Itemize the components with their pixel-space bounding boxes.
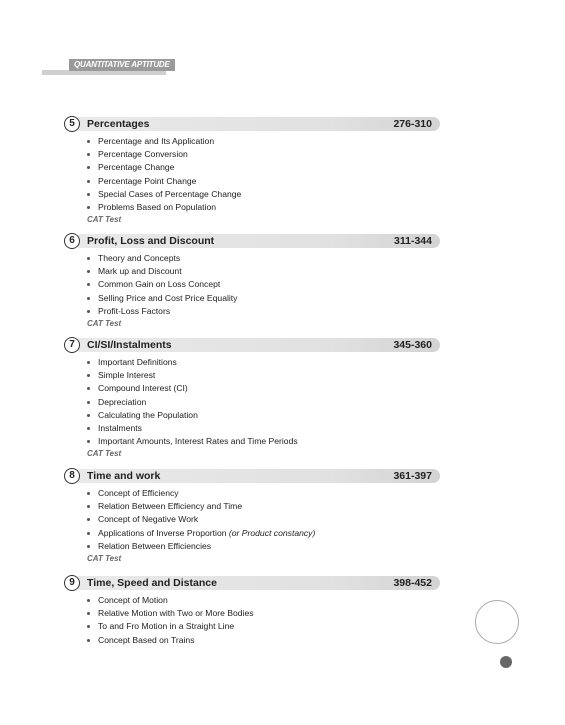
topic-item [87,594,444,607]
topic-item [87,278,444,291]
topic-item [87,175,444,188]
topic-text: Concept of Negative Work [98,514,199,525]
chapter-heading[interactable] [64,468,444,484]
topic-note: (or Product constancy) [228,527,316,538]
topic-text: Mark up and Discount [98,266,182,277]
chapter-number-badge: 7 [64,337,80,353]
topic-list [64,487,444,553]
bullet-icon [87,625,90,628]
chapter-title: Time and work [87,470,161,482]
topic-text: Relation Between Efficiencies [98,540,212,551]
bullet-icon [87,270,90,273]
chapter-heading[interactable] [64,116,444,132]
topic-item [87,396,444,409]
bullet-icon [87,387,90,390]
topic-text: Relative Motion with Two or More Bodies [98,608,254,619]
topic-text: Depreciation [98,396,147,407]
bullet-icon [87,361,90,364]
chapter-number-badge: 9 [64,575,80,591]
topic-text: Percentage Conversion [98,149,188,160]
chapter-title: Profit, Loss and Discount [87,235,215,247]
chapter-title: Time, Speed and Distance [87,577,217,589]
topic-text: Profit-Loss Factors [98,305,171,316]
topic-item [87,527,444,540]
topic-item [87,540,444,553]
topic-item [87,634,444,647]
topic-list [64,135,444,214]
page-number-circle [475,600,519,644]
topic-item [87,356,444,369]
topic-text: Simple Interest [98,370,156,381]
bullet-icon [87,166,90,169]
bullet-icon [87,257,90,260]
topic-text: Concept of Motion [98,595,168,605]
bullet-icon [87,518,90,521]
chapter-page-range: 361-397 [393,470,432,482]
topic-item [87,252,444,265]
topic-text: Calculating the Population [98,409,198,420]
topic-item [87,382,444,395]
chapter-number-badge: 8 [64,468,80,484]
topic-item [87,201,444,214]
topic-text: Problems Based on Population [98,202,217,213]
chapter-page-range: 311-344 [394,235,432,247]
bullet-icon [87,180,90,183]
section-header-label: QUANTITATIVE APTITUDE [69,59,175,71]
topic-text: Special Cases of Percentage Change [98,188,242,199]
cat-test-label: CAT Test [87,449,122,459]
topic-item [87,487,444,500]
topic-item [87,369,444,382]
bullet-icon [87,427,90,430]
chapter-title: Percentages [87,118,150,130]
topic-text: Important Definitions [98,357,177,367]
topic-item [87,148,444,161]
topic-item [87,422,444,435]
chapter-heading[interactable] [64,233,444,249]
topic-item [87,305,444,318]
topic-text: Percentage Point Change [98,175,197,186]
topic-text: Concept Based on Trains [98,634,195,645]
page-dot-marker [500,656,512,668]
topic-text: Compound Interest (CI) [98,383,188,394]
chapter-heading[interactable] [64,337,444,353]
topic-list [64,594,444,647]
cat-test-label: CAT Test [87,319,122,329]
topic-text: Instalments [98,423,142,434]
chapter-entry [64,468,444,565]
chapter-page-range: 345-360 [393,339,432,351]
topic-item [87,620,444,633]
bullet-icon [87,310,90,313]
topic-item [87,292,444,305]
topic-text: To and Fro Motion in a Straight Line [98,621,235,632]
topic-item [87,188,444,201]
topic-item [87,513,444,526]
chapter-page-range: 276-310 [393,118,432,130]
topic-text: Important Amounts, Interest Rates and Time Periods [98,436,298,447]
chapter-page-range: 398-452 [393,577,432,589]
bullet-icon [87,639,90,642]
chapter-entry [64,233,444,330]
topic-text: Applications of Inverse Proportion [98,527,227,538]
topic-text: Relation Between Efficiency and Time [98,501,243,512]
chapter-entry [64,116,444,226]
cat-test-label: CAT Test [87,554,122,564]
topic-text: Percentage and Its Application [98,136,215,146]
bullet-icon [87,283,90,286]
bullet-icon [87,193,90,196]
topic-item [87,500,444,513]
topic-item [87,409,444,422]
bullet-icon [87,297,90,300]
topic-item [87,435,444,448]
topic-text: Percentage Change [98,162,175,173]
bullet-icon [87,140,90,143]
bullet-icon [87,612,90,615]
chapter-heading[interactable] [64,575,444,591]
chapter-number-badge: 5 [64,116,80,132]
topic-text: Theory and Concepts [98,253,181,263]
bullet-icon [87,414,90,417]
bullet-icon [87,153,90,156]
topic-item [87,161,444,174]
topic-item [87,265,444,278]
bullet-icon [87,505,90,508]
bullet-icon [87,532,90,535]
bullet-icon [87,374,90,377]
bullet-icon [87,206,90,209]
topic-text: Concept of Efficiency [98,488,179,498]
bullet-icon [87,440,90,443]
topic-list [64,252,444,318]
topic-text: Common Gain on Loss Concept [98,279,221,290]
chapter-entry [64,337,444,460]
topic-text: Selling Price and Cost Price Equality [98,292,238,303]
topic-item [87,135,444,148]
bullet-icon [87,492,90,495]
bullet-icon [87,401,90,404]
chapter-number-badge: 6 [64,233,80,249]
chapter-entry [64,575,444,647]
cat-test-label: CAT Test [87,215,122,225]
topic-item [87,607,444,620]
topic-list [64,356,444,448]
bullet-icon [87,599,90,602]
chapter-title: CI/SI/Instalments [87,339,172,351]
bullet-icon [87,545,90,548]
